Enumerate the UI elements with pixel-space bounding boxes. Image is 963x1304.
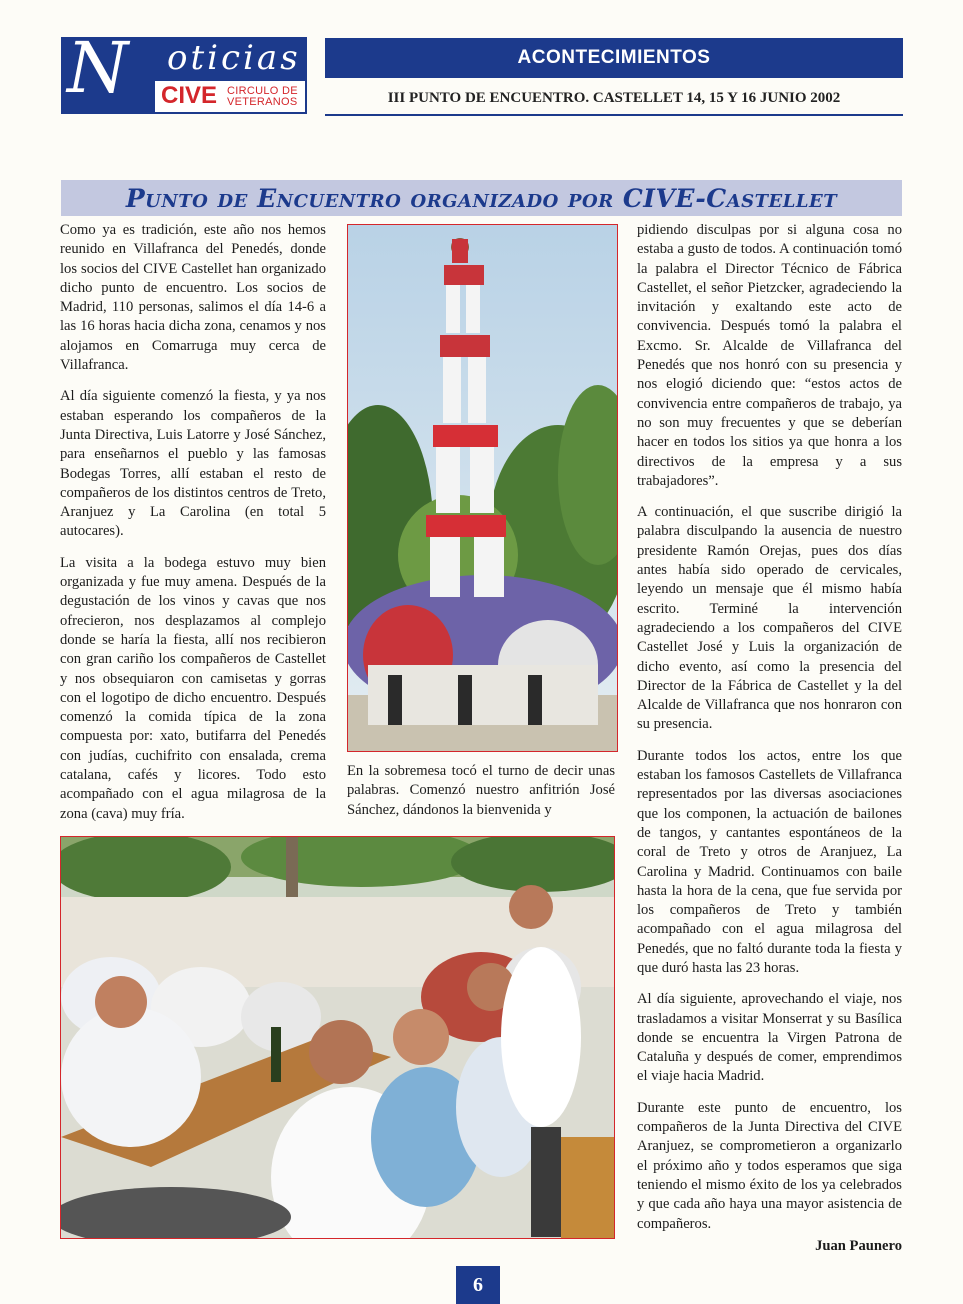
author-signature: Juan Paunero xyxy=(815,1238,902,1254)
logo-brand: CIVE xyxy=(161,82,218,109)
left-column xyxy=(60,221,326,836)
castell-photo xyxy=(347,224,618,752)
page-number: 6 xyxy=(456,1266,500,1304)
center-text: En la sobremesa tocó el turno de decir unas palabras. Comenzó nuestro anfitrión José Sánchez, dándonos la bienvenida y xyxy=(347,763,615,818)
paragraph: Durante todos los actos, entre los que estaban los famosos Castellets de Villafranca representados por las diversas asociaciones que los componen, la actuación de bailones de tangos, y cantantes espontáneos de la coral de Treto y otros de Aranjuez, La Carolina y Madrid. Continuamos con baile hasta la hora de la cena, que fue servida por los compañeros de Treto y también acompañado con el agua milagrosa del Penedés, que no faltó durante toda la fiesta y que duró hasta las 23 horas. xyxy=(637,747,902,976)
header-divider xyxy=(325,114,903,116)
article-headline: Punto de Encuentro organizado por CIVE-Castellet xyxy=(125,184,838,213)
event-subtitle: III PUNTO DE ENCUENTRO. CASTELLET 14, 15 Y 16 JUNIO 2002 xyxy=(387,90,841,106)
noticias-cive-logo xyxy=(61,27,307,114)
lunch-photo xyxy=(60,836,615,1239)
paragraph: Como ya es tradición, este año nos hemos reunido en Villafranca del Penedés, donde los socios del CIVE Castellet han organizado dicho punto de encuentro. Los socios de Madrid, 110 personas, salimos el día 14-6 a las 16 horas hacia dicha zona, cenamos y nos alojamos en Comarruga muy cerca de Villafranca. xyxy=(60,222,326,374)
paragraph: pidiendo disculpas por si alguna cosa no estaba a gusto de todos. A continuación tomó la palabra el Director Técnico de Fábrica Castellet, el señor Pietzcker, agradeciendo la invitación y exaltando este acto de convivencia. Después tomó la palabra el Excmo. Sr. Alcalde de Villafranca del Penedés que nos honró con su presencia y nos elogió diciendo que: “estos actos de convivencia entre compañeros de trabajo, ya no son muy frecuentes y que se deberían hacer en todos los sitios ya que honra a los directivos de la empresa y a sus trabajadores”. xyxy=(637,222,902,489)
paragraph: Durante este punto de encuentro, los compañeros de la Junta Directiva del CIVE Aranjuez, se comprometieron a organizarlo el próximo año y todos esperamos que siga teniendo el mismo éxito de los ya celebrados y que cada año haya una mayor asistencia de compañeros. xyxy=(637,1099,902,1232)
logo-letter: N xyxy=(67,27,129,109)
paragraph: A continuación, el que suscribe dirigió la palabra disculpando la ausencia de nuestro presidente Ramón Orejas, pues dos días antes había sido operado de cervicales, leyendo un mensaje que él mismo había escrito. Terminé la intervención agradeciendo a los compañeros del CIVE Castellet José y Luis la organización de dicho evento, así como la presencia del Director de la Fábrica de Castellet y la del Alcalde de Villafranca que nos honraron con su presencia. xyxy=(637,504,902,733)
logo-word: oticias xyxy=(167,38,301,78)
paragraph: Al día siguiente, aprovechando el viaje, nos trasladamos a visitar Monserrat y su Basílica donde se encuentra la Virgen Patrona de Cataluña y después de comer, emprendimos el viaje hacia Madrid. xyxy=(637,991,902,1085)
paragraph: La visita a la bodega estuvo muy bien organizada y fue muy amena. Después de la degustación de los vinos y cavas que nos ofrecieron, nos desplazamos al complejo donde se haría la fiesta, allí nos recibieron con gran cariño los compañeros de Castellet y nos obsequiaron con camisetas y gorras con el logotipo de dicho encuentro. Después comenzó la comida típica de la zona compuesta por: xato, butifarra del Penedés con judías, cuchifrito con ensalada, crema catalana, cafés y licores. Todo esto acompañado con el agua milagrosa de la zona (cava) muy fría. xyxy=(60,554,326,822)
logo-subtitle: CIRCULO DE VETERANOS xyxy=(227,85,298,108)
right-column xyxy=(637,221,902,1246)
section-title: ACONTECIMIENTOS xyxy=(325,38,903,78)
paragraph: Al día siguiente comenzó la fiesta, y ya nos estaban esperando los compañeros de la Junta Directiva, Luis Latorre y José Sánchez, para enseñarnos el pueblo y las famosas Bodegas Torres, allí estaban el resto de compañeros de los distintos centros de Treto, Aranjuez y La Carolina (en total 5 autocares). xyxy=(60,388,326,540)
